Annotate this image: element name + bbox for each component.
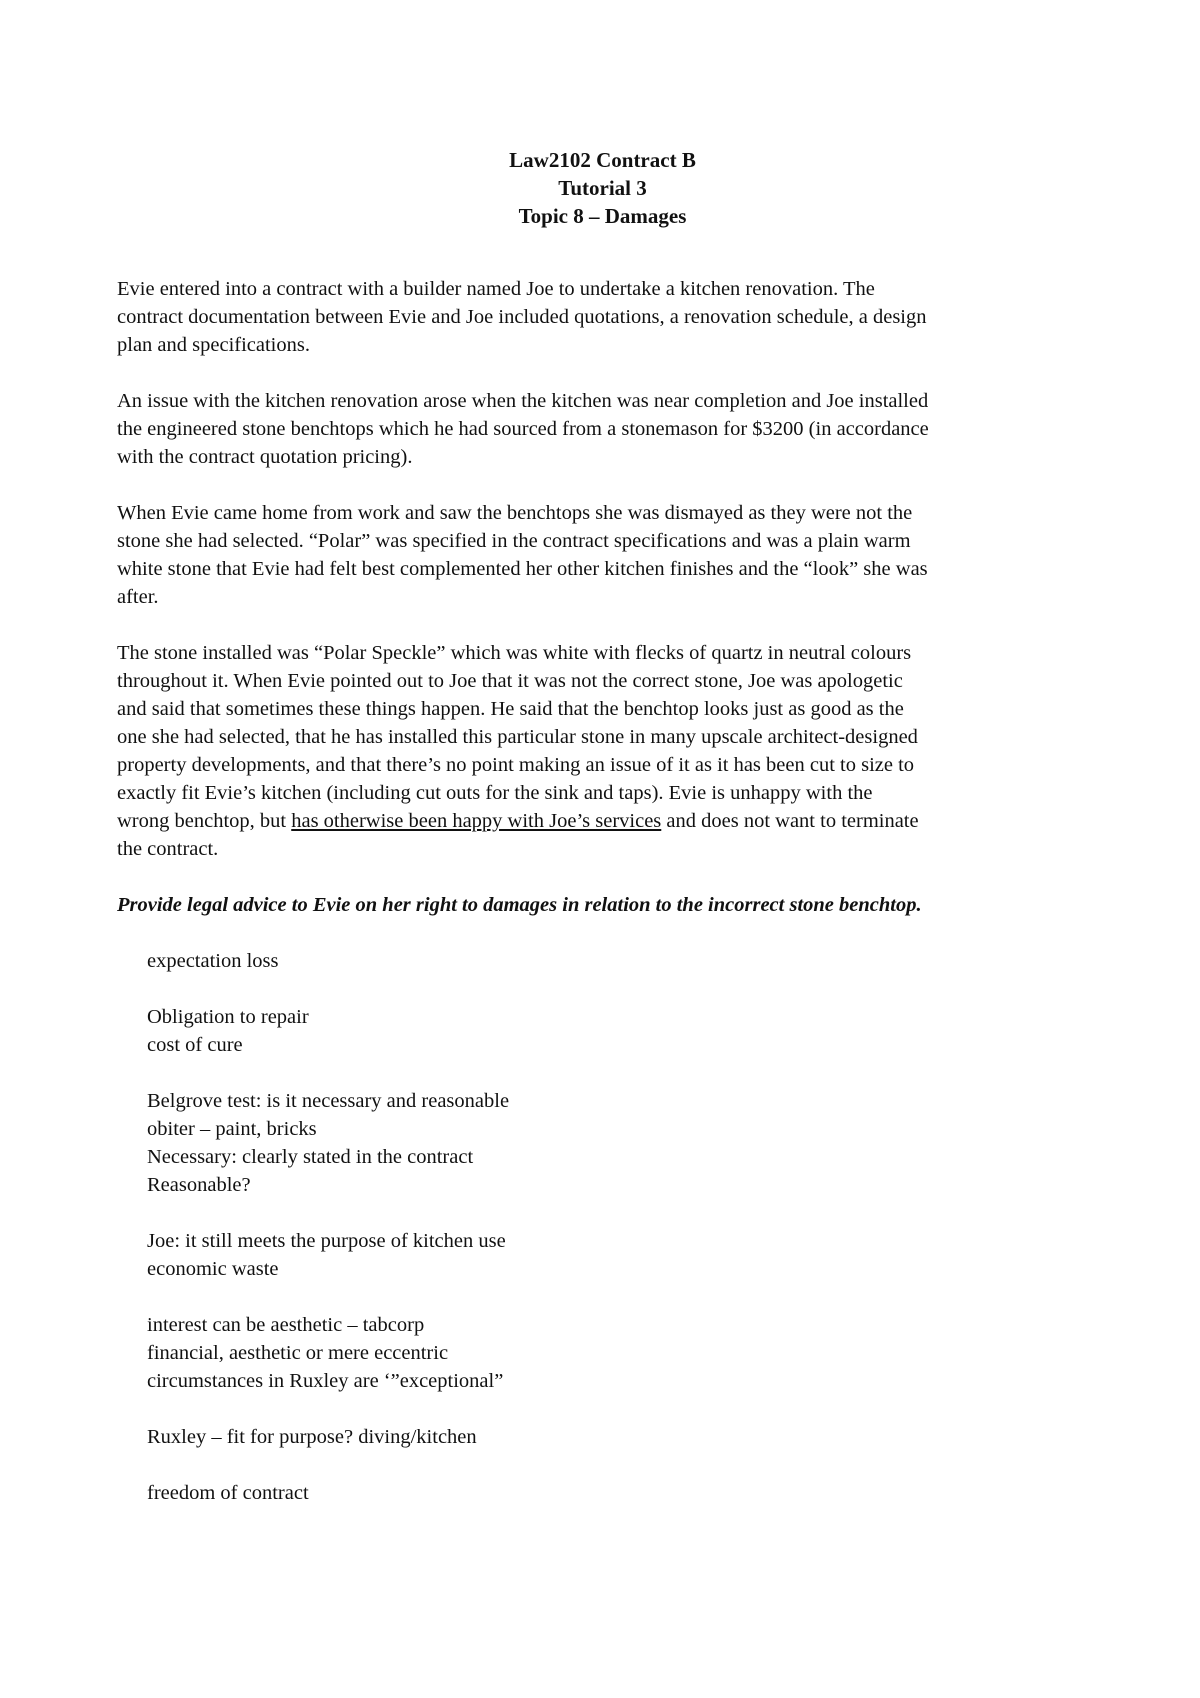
note-group: [147, 947, 1088, 975]
paragraph-line: property developments, and that there’s no point making an issue of it as it has been cut to size to: [117, 754, 915, 776]
paragraph-line: contract documentation between Evie and Joe included quotations, a renovation schedule, a design: [117, 306, 927, 328]
note-group: [147, 1311, 1088, 1395]
note-line: Necessary: clearly stated in the contract: [147, 1146, 474, 1168]
note-group: [147, 1423, 1088, 1451]
paragraph-line: after.: [117, 586, 159, 608]
note-line: financial, aesthetic or mere eccentric: [147, 1342, 449, 1364]
note-group: [147, 1087, 1088, 1199]
topic-title: Topic 8 – Damages: [518, 204, 687, 228]
paragraph-line: white stone that Evie had felt best complemented her other kitchen finishes and the “look” she was: [117, 558, 928, 580]
note-group: [147, 1227, 1088, 1283]
paragraph-line: Evie entered into a contract with a builder named Joe to undertake a kitchen renovation. The: [117, 278, 875, 300]
paragraph-line: one she had selected, that he has installed this particular stone in many upscale architect-designed: [117, 726, 918, 748]
paragraph-stone-installed: [117, 639, 1088, 863]
paragraph-line: and said that sometimes these things happen. He said that the benchtop looks just as good as the: [117, 698, 904, 720]
line-text-after: and does not want to terminate: [661, 810, 919, 832]
note-line: economic waste: [147, 1258, 279, 1280]
paragraph-dismay: [117, 499, 1088, 611]
note-line: obiter – paint, bricks: [147, 1118, 317, 1140]
note-line: Ruxley – fit for purpose? diving/kitchen: [147, 1426, 477, 1448]
note-line: freedom of contract: [147, 1482, 309, 1504]
underlined-text: has otherwise been happy with Joe’s services: [291, 810, 662, 832]
note-line: Joe: it still meets the purpose of kitchen use: [147, 1230, 506, 1252]
handwritten-notes-list: [117, 947, 1088, 1507]
paragraph-line: with the contract quotation pricing).: [117, 446, 413, 468]
document-header: [117, 146, 1088, 230]
paragraph-line: When Evie came home from work and saw the benchtops she was dismayed as they were not the: [117, 502, 913, 524]
note-group: [147, 1003, 1088, 1059]
paragraph-line: throughout it. When Evie pointed out to Joe that it was not the correct stone, Joe was apologetic: [117, 670, 903, 692]
note-line: interest can be aesthetic – tabcorp: [147, 1314, 425, 1336]
note-line: circumstances in Ruxley are ‘”exceptional”: [147, 1370, 504, 1392]
paragraph-line: the contract.: [117, 838, 219, 860]
note-line: cost of cure: [147, 1034, 243, 1056]
paragraph-line: stone she had selected. “Polar” was specified in the contract specifications and was a plain warm: [117, 530, 911, 552]
note-line: Reasonable?: [147, 1174, 251, 1196]
note-line: Belgrove test: is it necessary and reasonable: [147, 1090, 510, 1112]
paragraph-line: the engineered stone benchtops which he had sourced from a stonemason for $3200 (in accordance: [117, 418, 929, 440]
paragraph-line-with-underline: [117, 807, 1088, 835]
paragraph-line: plan and specifications.: [117, 334, 310, 356]
note-line: expectation loss: [147, 950, 279, 972]
paragraph-contract-intro: [117, 275, 1088, 359]
note-line: Obligation to repair: [147, 1006, 309, 1028]
paragraph-line: The stone installed was “Polar Speckle” which was white with flecks of quartz in neutral colours: [117, 642, 912, 664]
paragraph-issue: [117, 387, 1088, 471]
note-group: [147, 1479, 1088, 1507]
tutorial-number: Tutorial 3: [558, 176, 647, 200]
line-text-before: wrong benchtop, but: [117, 810, 292, 832]
tutorial-question: Provide legal advice to Evie on her right to damages in relation to the incorrect stone benchtop.: [117, 894, 922, 916]
paragraph-line: exactly fit Evie’s kitchen (including cut outs for the sink and taps). Evie is unhappy with the: [117, 782, 873, 804]
paragraph-line: An issue with the kitchen renovation arose when the kitchen was near completion and Joe installed: [117, 390, 929, 412]
course-title: Law2102 Contract B: [509, 148, 696, 172]
